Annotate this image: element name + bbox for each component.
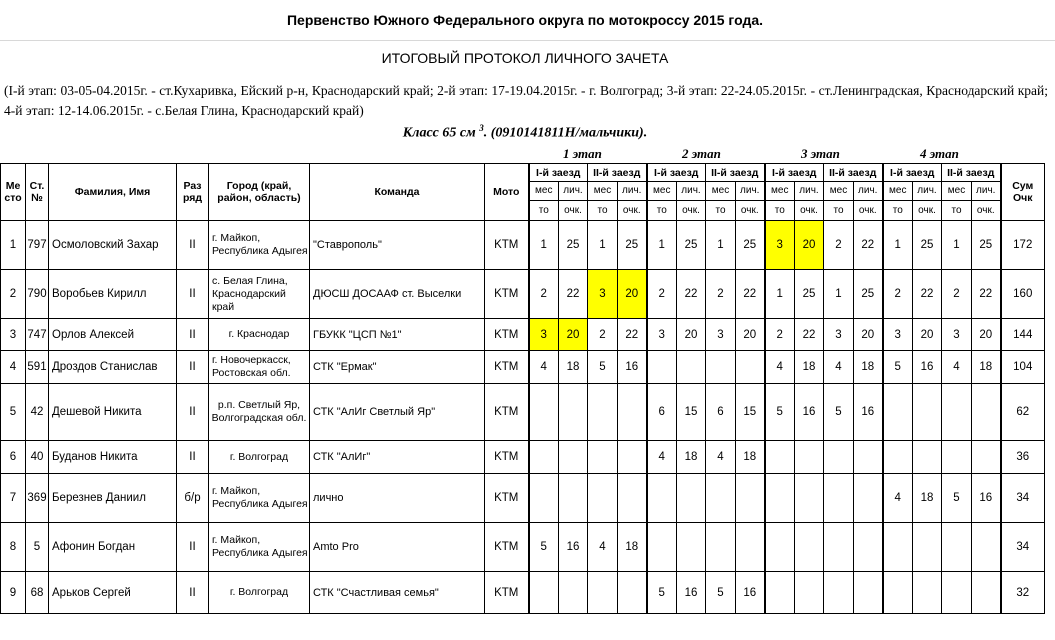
stages-description: (I-й этап: 03-05-04.2015г. - ст.Кухаривка, Ейский р-н, Краснодарский край; 2-й этап: 17-19.04.2015г. - г. Волгоград; 3-й этап: 22-24.05.2015г. - ст.Ленинградская, Краснодарский край; 4-й этап: 12-14.06.2015г. - с.Белая Глина, Краснодарский край) bbox=[4, 83, 1048, 118]
cell-place-in-race: 4 bbox=[824, 351, 854, 384]
cell-place-in-race: 5 bbox=[647, 572, 677, 614]
cell-place-in-race: 1 bbox=[588, 221, 618, 270]
cell-points bbox=[677, 474, 706, 523]
table-row bbox=[1, 221, 1045, 270]
cell-place-in-race: 3 bbox=[765, 221, 795, 270]
cell-place-in-race bbox=[765, 572, 795, 614]
cell-team: СТК "Счастливая семья" bbox=[310, 572, 485, 614]
col-rank: Раз ряд bbox=[177, 164, 209, 221]
cell-place-in-race: 1 bbox=[647, 221, 677, 270]
etap-3-label: 3 этап bbox=[801, 146, 840, 161]
col-city: Город (край, район, область) bbox=[209, 164, 310, 221]
cell-rank: II bbox=[177, 351, 209, 384]
cell-place-in-race bbox=[824, 441, 854, 474]
cell-city: г. Майкоп, Республика Адыгея bbox=[209, 221, 310, 270]
subhead-mes: мес bbox=[529, 182, 559, 201]
cell-place-in-race: 2 bbox=[942, 270, 972, 319]
cell-place-in-race: 1 bbox=[942, 221, 972, 270]
cell-points: 16 bbox=[972, 474, 1001, 523]
cell-team: ДЮСШ ДОСААФ ст. Выселки bbox=[310, 270, 485, 319]
cell-number: 790 bbox=[26, 270, 49, 319]
cell-name: Афонин Богдан bbox=[49, 523, 177, 572]
class-title: Класс 65 см $^3$. (0910141811Н/мальчики). bbox=[402, 123, 648, 141]
cell-number: 591 bbox=[26, 351, 49, 384]
cell-points: 16 bbox=[559, 523, 588, 572]
cell-place-in-race: 1 bbox=[765, 270, 795, 319]
subhead-och: очк. bbox=[677, 201, 706, 221]
cell-points: 22 bbox=[677, 270, 706, 319]
cell-points: 20 bbox=[618, 270, 647, 319]
cell-place-in-race: 1 bbox=[824, 270, 854, 319]
cell-rank: II bbox=[177, 221, 209, 270]
subhead-och: очк. bbox=[736, 201, 765, 221]
cell-place-in-race bbox=[529, 474, 559, 523]
subhead-lich: лич. bbox=[736, 182, 765, 201]
cell-place-in-race: 5 bbox=[529, 523, 559, 572]
cell-place-in-race: 4 bbox=[647, 441, 677, 474]
cell-place-in-race bbox=[647, 351, 677, 384]
cell-points: 18 bbox=[677, 441, 706, 474]
e4-race2: II-й заезд bbox=[942, 164, 1001, 182]
cell-moto: KTM bbox=[485, 384, 529, 441]
cell-sum: 34 bbox=[1001, 523, 1045, 572]
cell-sum: 62 bbox=[1001, 384, 1045, 441]
cell-points bbox=[972, 441, 1001, 474]
cell-points bbox=[618, 384, 647, 441]
cell-place-in-race bbox=[765, 523, 795, 572]
subhead-lich: лич. bbox=[618, 182, 647, 201]
cell-place-in-race bbox=[588, 441, 618, 474]
cell-rank: II bbox=[177, 384, 209, 441]
cell-moto: KTM bbox=[485, 351, 529, 384]
cell-points: 16 bbox=[618, 351, 647, 384]
cell-points: 22 bbox=[559, 270, 588, 319]
subhead-to: то bbox=[647, 201, 677, 221]
cell-place-in-race: 2 bbox=[706, 270, 736, 319]
e2-race2: II-й заезд bbox=[706, 164, 765, 182]
cell-sum: 160 bbox=[1001, 270, 1045, 319]
cell-points: 22 bbox=[854, 221, 883, 270]
cell-place-in-race bbox=[529, 441, 559, 474]
cell-place-in-race bbox=[942, 384, 972, 441]
cell-points bbox=[913, 523, 942, 572]
table-row bbox=[1, 572, 1045, 614]
cell-place-in-race bbox=[765, 474, 795, 523]
cell-points: 18 bbox=[795, 351, 824, 384]
cell-points: 25 bbox=[736, 221, 765, 270]
subhead-och: очк. bbox=[972, 201, 1001, 221]
cell-points: 18 bbox=[559, 351, 588, 384]
col-place: Ме сто bbox=[1, 164, 26, 221]
cell-points bbox=[677, 351, 706, 384]
table-header bbox=[1, 164, 1045, 221]
e1-race1: I-й заезд bbox=[529, 164, 588, 182]
cell-name: Орлов Алексей bbox=[49, 319, 177, 351]
cell-rank: II bbox=[177, 572, 209, 614]
cell-points: 20 bbox=[854, 319, 883, 351]
col-sum: Сум Очк bbox=[1001, 164, 1045, 221]
cell-points: 22 bbox=[795, 319, 824, 351]
cell-name: Осмоловский Захар bbox=[49, 221, 177, 270]
cell-place-in-race bbox=[706, 474, 736, 523]
cell-points: 22 bbox=[618, 319, 647, 351]
cell-points bbox=[795, 523, 824, 572]
cell-points bbox=[972, 384, 1001, 441]
cell-points bbox=[854, 474, 883, 523]
cell-points: 20 bbox=[559, 319, 588, 351]
cell-rank: II bbox=[177, 270, 209, 319]
cell-place-in-race bbox=[942, 572, 972, 614]
subhead-mes: мес bbox=[824, 182, 854, 201]
cell-points bbox=[677, 523, 706, 572]
cell-points: 25 bbox=[972, 221, 1001, 270]
cell-place-in-race bbox=[824, 523, 854, 572]
cell-place-in-race: 4 bbox=[529, 351, 559, 384]
cell-moto: KTM bbox=[485, 441, 529, 474]
etap-1-label: 1 этап bbox=[563, 146, 602, 161]
cell-team: лично bbox=[310, 474, 485, 523]
subhead-lich: лич. bbox=[795, 182, 824, 201]
cell-place-in-race: 3 bbox=[824, 319, 854, 351]
cell-place-in-race bbox=[529, 384, 559, 441]
cell-points: 18 bbox=[618, 523, 647, 572]
cell-points: 18 bbox=[972, 351, 1001, 384]
subhead-to: то bbox=[529, 201, 559, 221]
subhead-och: очк. bbox=[913, 201, 942, 221]
cell-points: 25 bbox=[677, 221, 706, 270]
subhead-mes: мес bbox=[883, 182, 913, 201]
cell-place: 8 bbox=[1, 523, 26, 572]
subhead-to: то bbox=[942, 201, 972, 221]
cell-place-in-race bbox=[588, 474, 618, 523]
cell-points bbox=[913, 572, 942, 614]
cell-place-in-race bbox=[588, 572, 618, 614]
results-table bbox=[0, 163, 1045, 614]
cell-place: 2 bbox=[1, 270, 26, 319]
cell-place-in-race: 5 bbox=[883, 351, 913, 384]
col-moto: Мото bbox=[485, 164, 529, 221]
cell-place-in-race: 2 bbox=[588, 319, 618, 351]
col-number: Ст. № bbox=[26, 164, 49, 221]
subhead-och: очк. bbox=[618, 201, 647, 221]
cell-place-in-race: 1 bbox=[529, 221, 559, 270]
e3-race1: I-й заезд bbox=[765, 164, 824, 182]
cell-place-in-race: 4 bbox=[765, 351, 795, 384]
subhead-to: то bbox=[883, 201, 913, 221]
cell-points: 16 bbox=[795, 384, 824, 441]
cell-points bbox=[854, 523, 883, 572]
cell-number: 68 bbox=[26, 572, 49, 614]
cell-place-in-race bbox=[883, 523, 913, 572]
cell-team: СТК "АлИг" bbox=[310, 441, 485, 474]
cell-points: 25 bbox=[618, 221, 647, 270]
cell-points: 25 bbox=[854, 270, 883, 319]
cell-points bbox=[559, 474, 588, 523]
cell-place-in-race: 5 bbox=[706, 572, 736, 614]
cell-place: 3 bbox=[1, 319, 26, 351]
cell-points: 20 bbox=[972, 319, 1001, 351]
cell-points: 16 bbox=[854, 384, 883, 441]
cell-team: "Ставрополь" bbox=[310, 221, 485, 270]
cell-moto: KTM bbox=[485, 572, 529, 614]
cell-place-in-race bbox=[883, 384, 913, 441]
cell-place-in-race: 4 bbox=[942, 351, 972, 384]
cell-points: 25 bbox=[559, 221, 588, 270]
cell-place-in-race: 2 bbox=[824, 221, 854, 270]
cell-points bbox=[559, 572, 588, 614]
cell-name: Дешевой Никита bbox=[49, 384, 177, 441]
cell-place-in-race bbox=[942, 523, 972, 572]
subhead-to: то bbox=[706, 201, 736, 221]
table-row bbox=[1, 474, 1045, 523]
cell-rank: II bbox=[177, 441, 209, 474]
cell-place-in-race: 2 bbox=[647, 270, 677, 319]
cell-points: 16 bbox=[913, 351, 942, 384]
cell-points bbox=[795, 474, 824, 523]
cell-moto: KTM bbox=[485, 221, 529, 270]
cell-place: 4 bbox=[1, 351, 26, 384]
cell-points bbox=[913, 441, 942, 474]
table-row bbox=[1, 441, 1045, 474]
subhead-mes: мес bbox=[588, 182, 618, 201]
cell-place-in-race: 5 bbox=[765, 384, 795, 441]
cell-place-in-race bbox=[529, 572, 559, 614]
cell-city: г. Волгоград bbox=[209, 572, 310, 614]
cell-points bbox=[618, 572, 647, 614]
cell-moto: KTM bbox=[485, 474, 529, 523]
cell-name: Буданов Никита bbox=[49, 441, 177, 474]
cell-place-in-race bbox=[706, 351, 736, 384]
cell-points: 25 bbox=[913, 221, 942, 270]
subhead-to: то bbox=[765, 201, 795, 221]
cell-place-in-race bbox=[883, 572, 913, 614]
subhead-lich: лич. bbox=[677, 182, 706, 201]
cell-rank: б/р bbox=[177, 474, 209, 523]
cell-number: 42 bbox=[26, 384, 49, 441]
cell-team: СТК "Ермак" bbox=[310, 351, 485, 384]
cell-city: г. Волгоград bbox=[209, 441, 310, 474]
cell-sum: 36 bbox=[1001, 441, 1045, 474]
cell-place-in-race: 3 bbox=[706, 319, 736, 351]
cell-city: с. Белая Глина, Краснодарский край bbox=[209, 270, 310, 319]
cell-place-in-race bbox=[765, 441, 795, 474]
protocol-title: ИТОГОВЫЙ ПРОТОКОЛ ЛИЧНОГО ЗАЧЕТА bbox=[381, 50, 669, 66]
cell-points bbox=[736, 351, 765, 384]
cell-city: р.п. Светлый Яр, Волгоградская обл. bbox=[209, 384, 310, 441]
table-row bbox=[1, 523, 1045, 572]
cell-points: 18 bbox=[854, 351, 883, 384]
cell-points bbox=[618, 441, 647, 474]
e3-race2: II-й заезд bbox=[824, 164, 883, 182]
cell-place: 7 bbox=[1, 474, 26, 523]
cell-number: 5 bbox=[26, 523, 49, 572]
subhead-mes: мес bbox=[706, 182, 736, 201]
cell-points bbox=[559, 441, 588, 474]
cell-rank: II bbox=[177, 319, 209, 351]
cell-team: ГБУКК "ЦСП №1" bbox=[310, 319, 485, 351]
cell-points: 20 bbox=[677, 319, 706, 351]
table-body bbox=[1, 221, 1045, 614]
cell-place: 9 bbox=[1, 572, 26, 614]
subhead-och: очк. bbox=[795, 201, 824, 221]
cell-sum: 104 bbox=[1001, 351, 1045, 384]
cell-place-in-race: 4 bbox=[588, 523, 618, 572]
cell-place-in-race: 3 bbox=[588, 270, 618, 319]
cell-place-in-race: 3 bbox=[883, 319, 913, 351]
cell-city: г. Краснодар bbox=[209, 319, 310, 351]
cell-sum: 172 bbox=[1001, 221, 1045, 270]
table-row bbox=[1, 270, 1045, 319]
cell-place-in-race bbox=[706, 523, 736, 572]
col-name: Фамилия, Имя bbox=[49, 164, 177, 221]
cell-moto: KTM bbox=[485, 523, 529, 572]
cell-place-in-race: 3 bbox=[529, 319, 559, 351]
cell-points bbox=[972, 572, 1001, 614]
cell-place-in-race: 6 bbox=[706, 384, 736, 441]
cell-points: 22 bbox=[972, 270, 1001, 319]
cell-place-in-race: 5 bbox=[824, 384, 854, 441]
subhead-lich: лич. bbox=[854, 182, 883, 201]
subhead-lich: лич. bbox=[913, 182, 942, 201]
cell-points: 20 bbox=[736, 319, 765, 351]
subhead-mes: мес bbox=[647, 182, 677, 201]
e2-race1: I-й заезд bbox=[647, 164, 706, 182]
cell-name: Арьков Сергей bbox=[49, 572, 177, 614]
cell-place-in-race: 6 bbox=[647, 384, 677, 441]
subhead-mes: мес bbox=[942, 182, 972, 201]
cell-points bbox=[618, 474, 647, 523]
table-row bbox=[1, 319, 1045, 351]
cell-name: Дроздов Станислав bbox=[49, 351, 177, 384]
cell-points: 18 bbox=[736, 441, 765, 474]
cell-points: 15 bbox=[736, 384, 765, 441]
cell-sum: 32 bbox=[1001, 572, 1045, 614]
subhead-lich: лич. bbox=[559, 182, 588, 201]
cell-place-in-race bbox=[883, 441, 913, 474]
e4-race1: I-й заезд bbox=[883, 164, 942, 182]
cell-place: 1 bbox=[1, 221, 26, 270]
cell-sum: 144 bbox=[1001, 319, 1045, 351]
cell-place-in-race: 2 bbox=[529, 270, 559, 319]
cell-moto: KTM bbox=[485, 319, 529, 351]
cell-place-in-race bbox=[824, 572, 854, 614]
cell-place-in-race: 1 bbox=[883, 221, 913, 270]
cell-points bbox=[736, 523, 765, 572]
cell-points bbox=[854, 441, 883, 474]
cell-place-in-race bbox=[647, 523, 677, 572]
cell-place-in-race bbox=[824, 474, 854, 523]
cell-place-in-race: 5 bbox=[942, 474, 972, 523]
cell-place: 5 bbox=[1, 384, 26, 441]
subhead-to: то bbox=[824, 201, 854, 221]
cell-number: 369 bbox=[26, 474, 49, 523]
cell-name: Воробьев Кирилл bbox=[49, 270, 177, 319]
cell-points: 22 bbox=[913, 270, 942, 319]
cell-points: 18 bbox=[913, 474, 942, 523]
cell-city: г. Майкоп, Республика Адыгея bbox=[209, 523, 310, 572]
cell-place-in-race: 3 bbox=[942, 319, 972, 351]
cell-place-in-race: 3 bbox=[647, 319, 677, 351]
cell-place-in-race: 2 bbox=[883, 270, 913, 319]
cell-points: 20 bbox=[913, 319, 942, 351]
cell-points bbox=[972, 523, 1001, 572]
cell-place-in-race: 4 bbox=[883, 474, 913, 523]
page-title: Первенство Южного Федерального округа по мотокроссу 2015 года. bbox=[286, 12, 764, 28]
cell-points bbox=[854, 572, 883, 614]
cell-place-in-race bbox=[647, 474, 677, 523]
cell-points bbox=[913, 384, 942, 441]
cell-points: 16 bbox=[677, 572, 706, 614]
subhead-och: очк. bbox=[559, 201, 588, 221]
cell-place-in-race: 4 bbox=[706, 441, 736, 474]
etap-2-label: 2 этап bbox=[682, 146, 721, 161]
etap-4-label: 4 этап bbox=[920, 146, 959, 161]
cell-points: 22 bbox=[736, 270, 765, 319]
cell-number: 40 bbox=[26, 441, 49, 474]
cell-place: 6 bbox=[1, 441, 26, 474]
cell-rank: II bbox=[177, 523, 209, 572]
cell-place-in-race: 1 bbox=[706, 221, 736, 270]
cell-place-in-race bbox=[588, 384, 618, 441]
e1-race2: II-й заезд bbox=[588, 164, 647, 182]
col-team: Команда bbox=[310, 164, 485, 221]
subhead-och: очк. bbox=[854, 201, 883, 221]
cell-name: Березнев Даниил bbox=[49, 474, 177, 523]
subhead-to: то bbox=[588, 201, 618, 221]
cell-place-in-race bbox=[942, 441, 972, 474]
subhead-lich: лич. bbox=[972, 182, 1001, 201]
cell-points bbox=[559, 384, 588, 441]
cell-points: 25 bbox=[795, 270, 824, 319]
cell-team: Amto Pro bbox=[310, 523, 485, 572]
cell-place-in-race: 5 bbox=[588, 351, 618, 384]
cell-number: 747 bbox=[26, 319, 49, 351]
cell-team: СТК "АлИг Светлый Яр" bbox=[310, 384, 485, 441]
table-row bbox=[1, 351, 1045, 384]
cell-city: г. Новочеркасск, Ростовская обл. bbox=[209, 351, 310, 384]
cell-points bbox=[736, 474, 765, 523]
subhead-mes: мес bbox=[765, 182, 795, 201]
cell-sum: 34 bbox=[1001, 474, 1045, 523]
cell-points: 16 bbox=[736, 572, 765, 614]
cell-place-in-race: 2 bbox=[765, 319, 795, 351]
cell-moto: KTM bbox=[485, 270, 529, 319]
cell-city: г. Майкоп, Республика Адыгея bbox=[209, 474, 310, 523]
cell-points: 20 bbox=[795, 221, 824, 270]
table-row bbox=[1, 384, 1045, 441]
cell-points: 15 bbox=[677, 384, 706, 441]
cell-number: 797 bbox=[26, 221, 49, 270]
cell-points bbox=[795, 572, 824, 614]
cell-points bbox=[795, 441, 824, 474]
sheet-gridline bbox=[0, 40, 1055, 41]
